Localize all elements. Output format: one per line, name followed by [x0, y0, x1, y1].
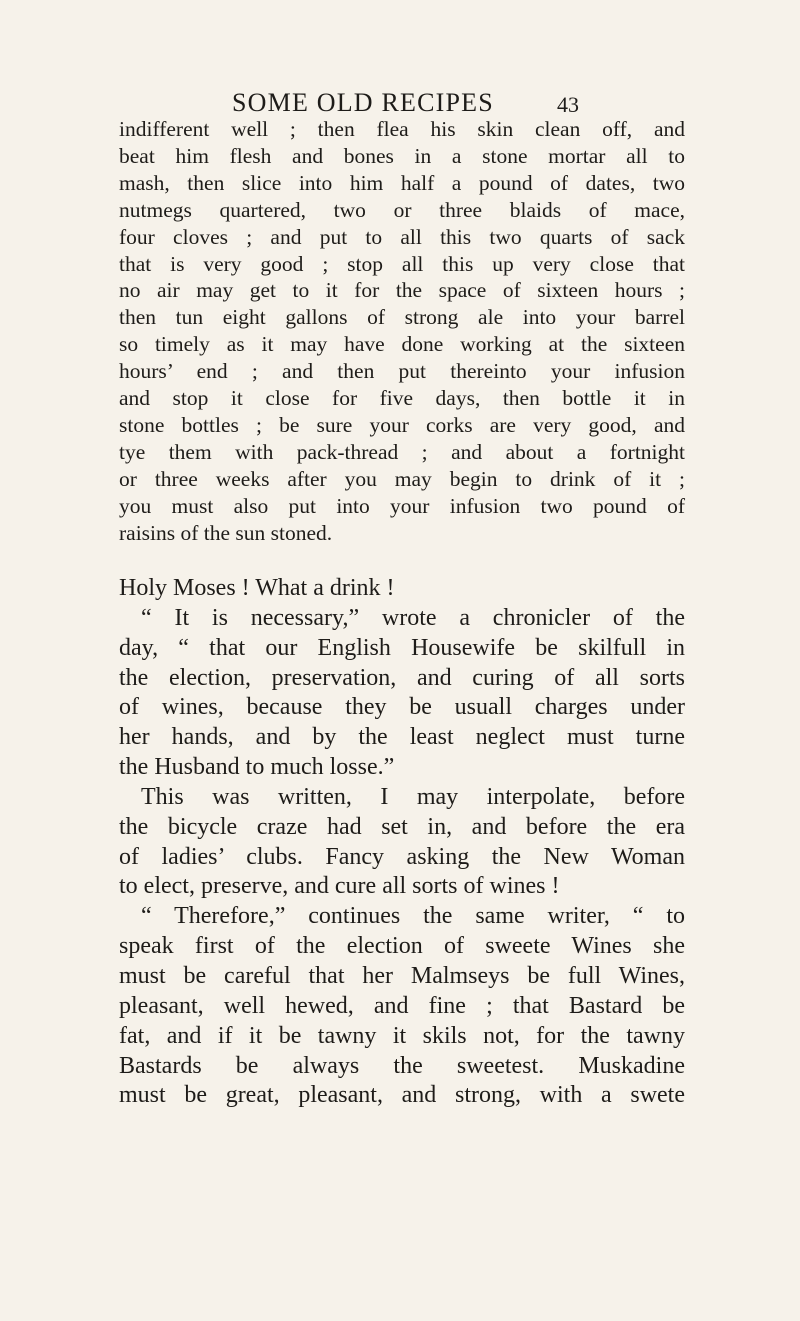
text-line: “ Therefore,” continues the same writer, “ to: [141, 903, 685, 930]
text-line: her hands, and by the least neglect must turne: [119, 724, 685, 751]
text-line: stone bottles ; be sure your corks are very good, and: [119, 412, 685, 437]
exclamation-line: Holy Moses ! What a drink !: [119, 575, 395, 601]
recipe-paragraph: [119, 116, 685, 547]
text-line: or three weeks after you may begin to drink of it ;: [119, 466, 685, 491]
text-line: day, “ that our English Housewife be skilfull in: [119, 634, 685, 661]
text-line: four cloves ; and put to all this two quarts of sack: [119, 224, 685, 249]
text-line: of wines, because they be usuall charges under: [119, 694, 685, 721]
text-line: “ It is necessary,” wrote a chronicler of the: [141, 604, 685, 631]
text-line: Bastards be always the sweetest. Muskadine: [119, 1052, 685, 1079]
text-line: pleasant, well hewed, and fine ; that Bastard be: [119, 992, 685, 1019]
text-line: must be careful that her Malmseys be full Wines,: [119, 962, 685, 989]
running-head: SOME OLD RECIPES: [232, 88, 494, 117]
text-line: the bicycle craze had set in, and before the era: [119, 813, 685, 840]
text-line: of ladies’ clubs. Fancy asking the New Woman: [119, 843, 685, 870]
text-line: nutmegs quartered, two or three blaids of mace,: [119, 197, 685, 222]
text-line: fat, and if it be tawny it skils not, for the tawny: [119, 1022, 685, 1049]
text-line: and stop it close for five days, then bottle it in: [119, 386, 685, 411]
page-number: 43: [557, 92, 579, 117]
text-line: you must also put into your infusion two pound of: [119, 493, 685, 518]
text-line: that is very good ; stop all this up very close that: [119, 251, 685, 276]
text-line: must be great, pleasant, and strong, with a swete: [119, 1082, 685, 1109]
text-line: mash, then slice into him half a pound of dates, two: [119, 170, 685, 195]
text-line: hours’ end ; and then put thereinto your infusion: [119, 359, 685, 384]
text-line: beat him flesh and bones in a stone mortar all to: [119, 143, 685, 168]
text-line: the Husband to much losse.”: [119, 754, 395, 781]
text-line: no air may get to it for the space of sixteen hours ;: [119, 278, 685, 303]
text-line: tye them with pack-thread ; and about a fortnight: [119, 439, 685, 464]
text-line: to elect, preserve, and cure all sorts of wines !: [119, 873, 560, 900]
text-line: raisins of the sun stoned.: [119, 520, 333, 545]
text-line: then tun eight gallons of strong ale into your barrel: [119, 305, 685, 330]
text-line: the election, preservation, and curing of all sorts: [119, 664, 685, 691]
commentary-section: [119, 574, 685, 1111]
text-line: speak first of the election of sweete Wines she: [119, 933, 685, 960]
text-line: indifferent well ; then flea his skin clean off, and: [119, 117, 685, 141]
text-line: so timely as it may have done working at the sixteen: [119, 332, 685, 357]
text-line: This was written, I may interpolate, before: [141, 783, 685, 810]
